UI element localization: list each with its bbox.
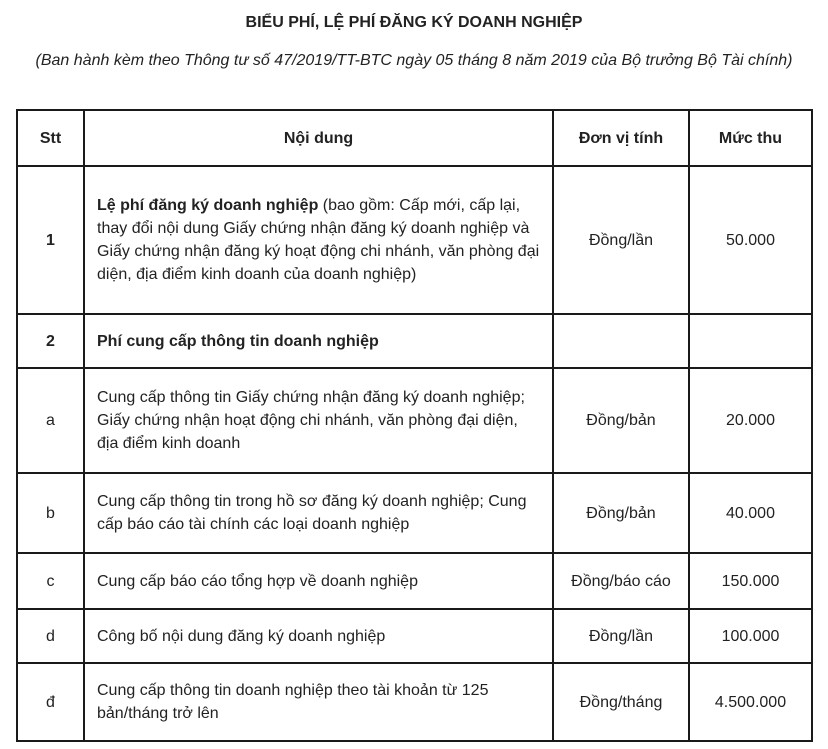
row-unit: Đồng/báo cáo: [553, 553, 689, 609]
row-content-bold: Lệ phí đăng ký doanh nghiệp: [97, 197, 319, 214]
row-stt: d: [17, 609, 84, 663]
table-row: [17, 314, 812, 368]
row-unit: Đồng/bản: [553, 368, 689, 473]
row-unit: Đồng/tháng: [553, 663, 689, 741]
table-row: [17, 609, 812, 663]
table-row: [17, 166, 812, 314]
row-fee: 40.000: [689, 473, 812, 553]
table-row: [17, 663, 812, 741]
row-stt: b: [17, 473, 84, 553]
row-content: Cung cấp thông tin Giấy chứng nhận đăng ký doanh nghiệp; Giấy chứng nhận hoạt động chi nhánh, văn phòng đại diện, địa điểm kinh doanh: [84, 368, 553, 473]
header-content: Nội dung: [84, 110, 553, 166]
row-content: Cung cấp báo cáo tổng hợp về doanh nghiệp: [84, 553, 553, 609]
table-row: [17, 473, 812, 553]
document-title: BIỂU PHÍ, LỆ PHÍ ĐĂNG KÝ DOANH NGHIỆP: [245, 14, 583, 31]
row-unit: [553, 314, 689, 368]
header-unit: Đơn vị tính: [553, 110, 689, 166]
row-content: [84, 166, 553, 314]
row-content-text: (bao gồm: Cấp mới, cấp lại, thay đổi nội dung Giấy chứng nhận đăng ký doanh nghiệp và Giấy chứng nhận đăng ký hoạt động chi nhánh, văn phòng đại diện, địa điểm kinh doanh của doanh nghiệp): [97, 197, 540, 283]
document-subtitle: (Ban hành kèm theo Thông tư số 47/2019/TT-BTC ngày 05 tháng 8 năm 2019 của Bộ trưởng Bộ Tài chính): [35, 52, 793, 69]
row-fee: 50.000: [689, 166, 812, 314]
table-row: [17, 368, 812, 473]
table-header-row: [17, 110, 812, 166]
fee-table: [16, 109, 813, 742]
row-stt: đ: [17, 663, 84, 741]
row-fee: 150.000: [689, 553, 812, 609]
row-content: Công bố nội dung đăng ký doanh nghiệp: [84, 609, 553, 663]
header-fee: Mức thu: [689, 110, 812, 166]
row-content: Cung cấp thông tin trong hồ sơ đăng ký doanh nghiệp; Cung cấp báo cáo tài chính các loại doanh nghiệp: [84, 473, 553, 553]
header-stt: Stt: [17, 110, 84, 166]
row-stt: 2: [17, 314, 84, 368]
row-stt: c: [17, 553, 84, 609]
row-fee: 4.500.000: [689, 663, 812, 741]
row-unit: Đồng/lần: [553, 166, 689, 314]
table-row: [17, 553, 812, 609]
row-unit: Đồng/bản: [553, 473, 689, 553]
row-fee: [689, 314, 812, 368]
row-content: [84, 314, 553, 368]
row-stt: a: [17, 368, 84, 473]
row-content-bold: Phí cung cấp thông tin doanh nghiệp: [97, 332, 379, 350]
row-fee: 20.000: [689, 368, 812, 473]
row-fee: 100.000: [689, 609, 812, 663]
row-unit: Đồng/lần: [553, 609, 689, 663]
row-content: Cung cấp thông tin doanh nghiệp theo tài khoản từ 125 bản/tháng trở lên: [84, 663, 553, 741]
row-stt: 1: [17, 166, 84, 314]
